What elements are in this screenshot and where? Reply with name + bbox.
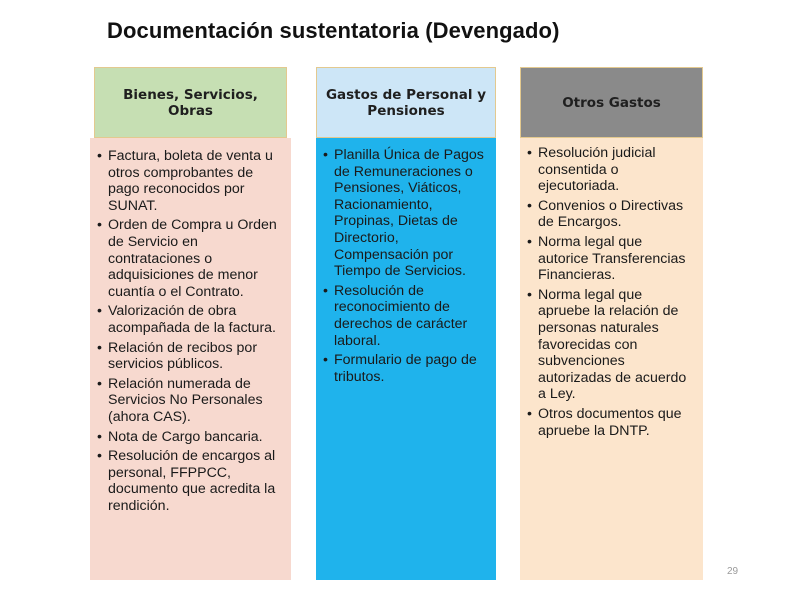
column-header-bienes-servicios-obras	[94, 67, 287, 138]
column-header-label: Gastos de Personal y Pensiones	[325, 86, 487, 119]
bullet-icon: •	[97, 303, 102, 320]
list-item: • Orden de Compra u Orden de Servicio en contrataciones o adquisiciones de menor cuantía o el Contrato.	[97, 217, 277, 300]
column-body-otros-gastos	[520, 138, 703, 580]
bullet-icon: •	[97, 148, 102, 164]
column-body-bienes-servicios-obras	[90, 138, 291, 580]
bullet-icon: •	[323, 282, 328, 299]
list-item: • Convenios o Directivas de Encargos.	[527, 197, 684, 231]
document-list	[97, 148, 283, 514]
bullet-icon: •	[323, 352, 328, 369]
list-item: • Norma legal que apruebe la relación de personas naturales favorecidas con subvenciones autorizadas de acuerdo a Ley.	[527, 286, 687, 403]
list-item: • Nota de Cargo bancaria.	[97, 428, 263, 445]
list-item: • Relación numerada de Servicios No Personales (ahora CAS).	[97, 375, 263, 425]
column-header-gastos-de-personal	[316, 67, 496, 138]
list-item: • Resolución de encargos al personal, FFPPCC, documento que acredita la rendición.	[97, 448, 276, 514]
column-header-label: Otros Gastos	[562, 94, 661, 111]
bullet-icon: •	[97, 217, 102, 234]
list-item: • Planilla Única de Pagos de Remuneraciones o Pensiones, Viáticos, Racionamiento, Propinas, Dietas de Directorio, Compensación por Tiempo de Servicios.	[323, 147, 484, 280]
bullet-icon: •	[527, 405, 532, 422]
column-header-otros-gastos	[520, 67, 703, 138]
bullet-icon: •	[323, 147, 328, 163]
bullet-icon: •	[97, 428, 102, 445]
column-header-label: Bienes, Servicios, Obras	[123, 86, 258, 119]
list-item: • Resolución judicial consentida o ejecutoriada.	[527, 145, 656, 195]
list-item: • Otros documentos que apruebe la DNTP.	[527, 405, 682, 439]
list-item: • Formulario de pago de tributos.	[323, 352, 477, 385]
slide-title: Documentación sustentatoria (Devengado)	[107, 18, 560, 43]
list-item: • Norma legal que autorice Transferencias Financieras.	[527, 233, 686, 284]
document-list	[323, 147, 488, 385]
list-item: • Valorización de obra acompañada de la factura.	[97, 303, 276, 336]
bullet-icon: •	[527, 233, 532, 250]
list-item: • Relación de recibos por servicios públicos.	[97, 339, 258, 373]
column-body-gastos-de-personal	[316, 138, 496, 580]
bullet-icon: •	[527, 145, 532, 161]
bullet-icon: •	[97, 448, 102, 465]
bullet-icon: •	[527, 197, 532, 214]
page-number: 29	[727, 566, 739, 577]
bullet-icon: •	[97, 375, 102, 392]
list-item: • Factura, boleta de venta u otros comprobantes de pago reconocidos por SUNAT.	[97, 148, 273, 214]
document-list	[527, 145, 695, 439]
list-item: • Resolución de reconocimiento de derechos de carácter laboral.	[323, 282, 468, 349]
bullet-icon: •	[527, 286, 532, 303]
bullet-icon: •	[97, 339, 102, 356]
